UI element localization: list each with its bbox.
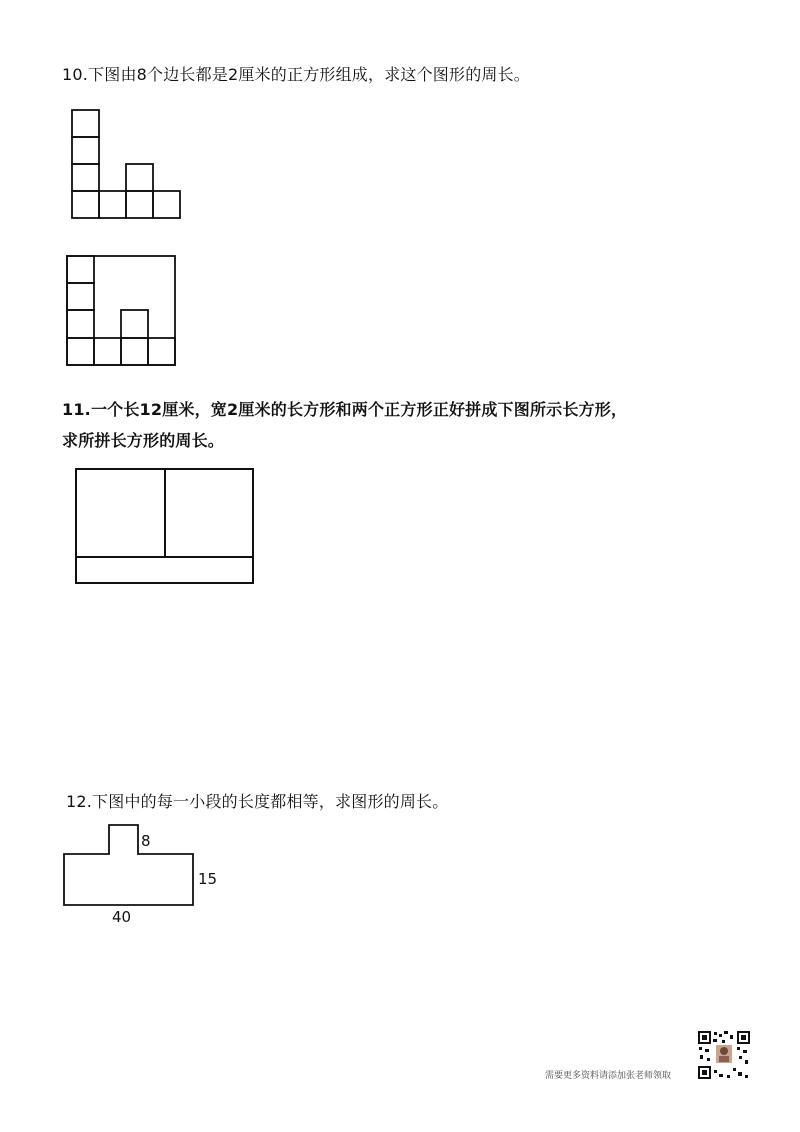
- question-11-line2: 求所拼长方形的周长。: [62, 431, 225, 450]
- square: [72, 164, 99, 191]
- square: [121, 338, 148, 365]
- square: [67, 338, 94, 365]
- question-11-line1: 11.一个长12厘米，宽2厘米的长方形和两个正方形正好拼成下图所示长方形，: [62, 400, 628, 419]
- square: [121, 310, 148, 338]
- shape-outline: [64, 825, 193, 905]
- square: [72, 137, 99, 164]
- figure-10-squares: [68, 108, 184, 223]
- square: [72, 191, 99, 218]
- square: [67, 310, 94, 338]
- question-10-text: 10.下图由8个边长都是2厘米的正方形组成，求这个图形的周长。: [62, 65, 531, 84]
- figure-10-enclosed: [64, 252, 180, 368]
- figure-12-shape: [60, 822, 230, 928]
- label-right: 15: [198, 870, 218, 888]
- square: [153, 191, 180, 218]
- qr-code-icon: [697, 1030, 751, 1080]
- label-top: 8: [141, 832, 151, 850]
- square: [67, 256, 94, 283]
- square: [67, 283, 94, 310]
- square: [94, 338, 121, 365]
- square: [72, 110, 99, 137]
- square: [148, 338, 175, 365]
- footer-text: 需要更多资料请添加张老师领取: [545, 1071, 672, 1081]
- square: [126, 191, 153, 218]
- square: [99, 191, 126, 218]
- square: [126, 164, 153, 191]
- question-12-text: 12.下图中的每一小段的长度都相等，求图形的周长。: [66, 792, 449, 811]
- figure-11-rectangle: [72, 466, 260, 590]
- label-bottom: 40: [112, 908, 132, 926]
